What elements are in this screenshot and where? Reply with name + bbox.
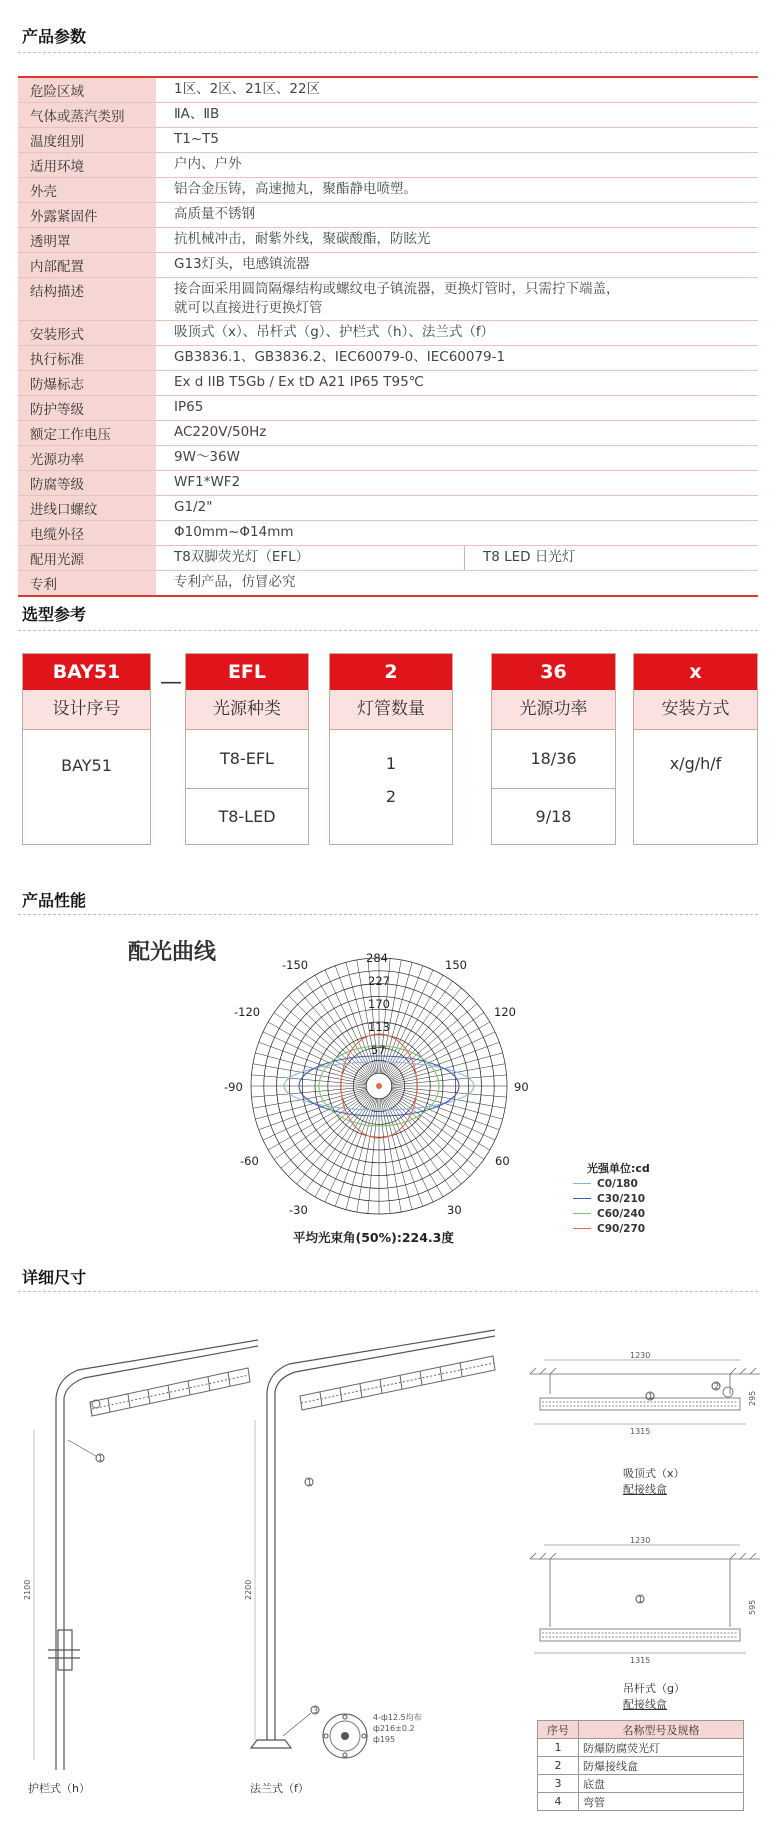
polar-spoke xyxy=(259,1090,367,1129)
param-value-line: WF1*WF2 xyxy=(174,474,241,490)
param-value xyxy=(156,546,758,570)
selection-value: T8-LED xyxy=(218,807,276,826)
param-row xyxy=(18,496,758,521)
legend-item xyxy=(573,1221,645,1236)
param-key: 气体或蒸汽类别 xyxy=(18,103,156,127)
param-value-line: 抗机械冲击，耐紫外线，聚碳酸酯，防眩光 xyxy=(174,231,431,247)
selection-box-source xyxy=(185,653,309,845)
polar-spoke xyxy=(388,995,469,1076)
param-value xyxy=(156,471,758,495)
polar-spoke xyxy=(288,1095,369,1176)
param-value-line: 户内、户外 xyxy=(174,156,242,172)
param-key: 透明罩 xyxy=(18,228,156,252)
callout: 1 xyxy=(98,1454,104,1463)
param-key: 防护等级 xyxy=(18,396,156,420)
selection-value: x/g/h/f xyxy=(669,754,722,773)
param-row xyxy=(18,128,758,153)
polar-spoke xyxy=(391,1053,502,1083)
param-key: 外露紧固件 xyxy=(18,203,156,227)
param-key: 结构描述 xyxy=(18,278,156,320)
param-row xyxy=(18,278,758,321)
table-row xyxy=(538,1739,744,1757)
param-row xyxy=(18,178,758,203)
selection-code: 36 xyxy=(492,654,615,690)
radial-label: 170 xyxy=(368,997,390,1011)
param-key: 进线口螺纹 xyxy=(18,496,156,520)
param-value-line: T1~T5 xyxy=(174,131,219,147)
legend-swatch xyxy=(573,1198,591,1199)
selection-box-mount xyxy=(633,653,758,845)
param-value-line: 1区、2区、21区、22区 xyxy=(174,81,321,97)
polar-center xyxy=(376,1083,382,1089)
legend-label: C0/180 xyxy=(597,1177,638,1190)
param-value-part: T8双脚荧光灯（EFL） xyxy=(156,546,465,570)
section-title-params: 产品参数 xyxy=(22,27,87,46)
angle-label: 150 xyxy=(445,958,467,972)
polar-spoke xyxy=(392,1088,505,1108)
selection-value: T8-EFL xyxy=(186,730,308,789)
dim-height: 595 xyxy=(748,1599,757,1615)
param-value-part: T8 LED 日光灯 xyxy=(483,549,576,565)
radial-label: 227 xyxy=(368,974,390,988)
polar-spoke xyxy=(392,1075,507,1085)
divider xyxy=(18,630,758,631)
ceiling-mount-drawing xyxy=(530,1350,760,1460)
param-value xyxy=(156,203,758,227)
polar-spoke xyxy=(253,1064,366,1084)
param-row xyxy=(18,346,758,371)
legend-item xyxy=(573,1191,645,1206)
cell-name: 防爆接线盒 xyxy=(579,1757,744,1775)
polar-spoke xyxy=(288,995,369,1076)
callout: 1 xyxy=(648,1392,654,1401)
caption-pendant: 吊杆式（g） xyxy=(623,1682,685,1695)
selection-code: BAY51 xyxy=(23,654,150,690)
angle-label: 120 xyxy=(494,1005,516,1019)
selection-dash: — xyxy=(160,670,182,695)
polar-legend xyxy=(573,1176,645,1236)
params-table xyxy=(18,76,758,597)
param-value xyxy=(156,346,758,370)
param-value-line: 9W～36W xyxy=(174,449,240,465)
param-value-line: 就可以直接进行更换灯管 xyxy=(174,300,323,316)
section-title-dimensions: 详细尺寸 xyxy=(22,1268,87,1287)
selection-code: 2 xyxy=(330,654,452,690)
dim-flange-d1: ф216±0.2 xyxy=(373,1724,415,1733)
param-value xyxy=(156,496,758,520)
cell-no: 4 xyxy=(538,1793,579,1811)
param-key: 防腐等级 xyxy=(18,471,156,495)
param-row xyxy=(18,153,758,178)
angle-label: -60 xyxy=(240,1154,259,1168)
selection-box-power xyxy=(491,653,616,845)
divider xyxy=(18,1291,758,1292)
angle-label: -30 xyxy=(289,1203,308,1217)
param-value xyxy=(156,253,758,277)
legend-label: C30/210 xyxy=(597,1192,646,1205)
legend-swatch xyxy=(573,1183,591,1184)
param-row xyxy=(18,321,758,346)
legend-title: 光强单位:cd xyxy=(587,1162,650,1175)
legend-swatch xyxy=(573,1228,591,1229)
param-value xyxy=(156,371,758,395)
radial-label: 113 xyxy=(368,1020,390,1034)
selection-value: 2 xyxy=(385,787,397,806)
caption-guardrail: 护栏式（h） xyxy=(28,1782,90,1795)
param-key: 危险区域 xyxy=(18,78,156,102)
param-value xyxy=(156,571,758,595)
selection-label: 设计序号 xyxy=(23,690,150,730)
caption-ceiling-box: 配接线盒 xyxy=(623,1483,667,1496)
param-value xyxy=(156,153,758,177)
callout: 2 xyxy=(714,1382,720,1391)
selection-label: 光源功率 xyxy=(492,690,615,730)
legend-label: C90/270 xyxy=(597,1222,646,1235)
angle-label: -150 xyxy=(282,958,309,972)
polar-chart-title: 配光曲线 xyxy=(128,940,217,965)
param-key: 内部配置 xyxy=(18,253,156,277)
cell-no: 3 xyxy=(538,1775,579,1793)
angle-label: 30 xyxy=(447,1203,462,1217)
selection-value: BAY51 xyxy=(61,756,112,775)
param-key: 额定工作电压 xyxy=(18,421,156,445)
param-row xyxy=(18,471,758,496)
polar-diagram xyxy=(248,955,510,1217)
param-value-line: G13灯头，电感镇流器 xyxy=(174,256,310,272)
polar-spoke xyxy=(391,1042,499,1081)
legend-item xyxy=(573,1176,645,1191)
param-value-line: Ex d IIB T5Gb / Ex tD A21 IP65 T95℃ xyxy=(174,374,424,390)
param-key: 防爆标志 xyxy=(18,371,156,395)
param-value-line: GB3836.1、GB3836.2、IEC60079-0、IEC60079-1 xyxy=(174,349,506,365)
param-key: 外壳 xyxy=(18,178,156,202)
selection-code: EFL xyxy=(186,654,308,690)
param-value xyxy=(156,228,758,252)
param-value xyxy=(156,78,758,102)
radial-label: 57 xyxy=(371,1043,386,1057)
polar-spoke xyxy=(255,1053,366,1083)
dim-height: 2100 xyxy=(23,1579,32,1600)
param-value xyxy=(156,103,758,127)
beam-angle-text: 平均光束角(50%):224.3度 xyxy=(293,1230,454,1245)
param-value-line: 铝合金压铸，高速抛丸，聚酯静电喷塑。 xyxy=(174,181,417,197)
param-row xyxy=(18,371,758,396)
radial-label: 284 xyxy=(366,951,388,965)
param-value xyxy=(156,446,758,470)
param-value-line: IP65 xyxy=(174,399,204,415)
angle-label: 60 xyxy=(495,1154,510,1168)
param-row xyxy=(18,446,758,471)
param-key: 光源功率 xyxy=(18,446,156,470)
legend-swatch xyxy=(573,1213,591,1214)
cell-name: 防爆防腐荧光灯 xyxy=(579,1739,744,1757)
param-value xyxy=(156,521,758,545)
param-value-line: 接合面采用圆筒隔爆结构或螺纹电子镇流器，更换灯管时，只需拧下端盖， xyxy=(174,281,620,297)
param-key: 温度组别 xyxy=(18,128,156,152)
param-row xyxy=(18,546,758,571)
param-value xyxy=(156,128,758,152)
divider xyxy=(18,914,758,915)
dim-width: 1230 xyxy=(630,1351,651,1360)
param-key: 配用光源 xyxy=(18,546,156,570)
divider xyxy=(18,52,758,53)
polar-spoke xyxy=(251,1087,366,1097)
dim-height: 2200 xyxy=(244,1579,253,1600)
param-key: 专利 xyxy=(18,571,156,595)
param-key: 安装形式 xyxy=(18,321,156,345)
table-row xyxy=(538,1775,744,1793)
polar-spoke xyxy=(253,1088,366,1108)
param-key: 适用环境 xyxy=(18,153,156,177)
selection-label: 灯管数量 xyxy=(330,690,452,730)
param-row xyxy=(18,103,758,128)
param-row xyxy=(18,571,758,595)
cell-no: 1 xyxy=(538,1739,579,1757)
selection-code: x xyxy=(634,654,757,690)
angle-label: -90 xyxy=(224,1080,243,1094)
dim-width: 1230 xyxy=(630,1536,651,1545)
param-value-line: AC220V/50Hz xyxy=(174,424,267,440)
guardrail-mount-drawing xyxy=(18,1300,280,1780)
cell-name: 底盘 xyxy=(579,1775,744,1793)
dim-flange-holes: 4-ф12.5均布 xyxy=(373,1713,422,1722)
polar-spoke xyxy=(255,1089,366,1119)
selection-box-count xyxy=(329,653,453,845)
param-value xyxy=(156,278,758,320)
polar-spoke xyxy=(391,1089,502,1119)
dim-flange-d2: ф195 xyxy=(373,1735,396,1744)
param-row xyxy=(18,521,758,546)
param-row xyxy=(18,78,758,103)
selection-box-design xyxy=(22,653,151,845)
polar-spoke xyxy=(391,1090,499,1129)
param-value xyxy=(156,178,758,202)
selection-value: 1 xyxy=(385,754,397,773)
angle-label: 90 xyxy=(514,1080,529,1094)
param-value-line: 高质量不锈钢 xyxy=(174,206,255,222)
table-row xyxy=(538,1757,744,1775)
legend-item xyxy=(573,1206,645,1221)
dim-total: 1315 xyxy=(630,1656,651,1665)
selection-value: 18/36 xyxy=(492,730,615,789)
polar-spoke xyxy=(259,1042,367,1081)
param-value xyxy=(156,396,758,420)
section-title-selection: 选型参考 xyxy=(22,605,87,624)
selection-label: 安装方式 xyxy=(634,690,757,730)
param-value-line: 专利产品，仿冒必究 xyxy=(174,574,296,590)
param-value xyxy=(156,421,758,445)
callout: 1 xyxy=(307,1478,313,1487)
table-header: 序号 xyxy=(538,1721,579,1739)
param-row xyxy=(18,228,758,253)
legend-label: C60/240 xyxy=(597,1207,646,1220)
polar-spoke xyxy=(306,981,372,1075)
polar-spoke xyxy=(306,1096,372,1190)
param-key: 电缆外径 xyxy=(18,521,156,545)
parts-table xyxy=(537,1720,744,1811)
table-header: 名称型号及规格 xyxy=(579,1721,744,1739)
polar-spoke xyxy=(386,981,452,1075)
callout: 3 xyxy=(313,1706,319,1715)
callout: 1 xyxy=(638,1595,644,1604)
caption-flange: 法兰式（f） xyxy=(250,1782,309,1795)
selection-label: 光源种类 xyxy=(186,690,308,730)
cell-no: 2 xyxy=(538,1757,579,1775)
polar-spoke xyxy=(386,1096,452,1190)
param-key: 执行标准 xyxy=(18,346,156,370)
cell-name: 弯管 xyxy=(579,1793,744,1811)
caption-ceiling: 吸顶式（x） xyxy=(623,1467,685,1480)
polar-spoke xyxy=(392,1064,505,1084)
flange-mount-drawing xyxy=(245,1300,535,1780)
pendant-mount-drawing xyxy=(530,1535,760,1675)
param-value-line: ⅡA、ⅡB xyxy=(174,106,220,122)
table-row xyxy=(538,1793,744,1811)
section-title-performance: 产品性能 xyxy=(22,891,87,910)
param-value-line: Φ10mm~Φ14mm xyxy=(174,524,294,540)
param-row xyxy=(18,421,758,446)
dim-total: 1315 xyxy=(630,1427,651,1436)
caption-pendant-box: 配接线盒 xyxy=(623,1698,667,1711)
angle-label: -120 xyxy=(234,1005,261,1019)
polar-spoke xyxy=(388,1095,469,1176)
dim-height: 295 xyxy=(748,1390,757,1406)
param-row xyxy=(18,396,758,421)
polar-spoke xyxy=(392,1087,507,1097)
param-row xyxy=(18,253,758,278)
selection-value: 9/18 xyxy=(535,807,572,826)
param-row xyxy=(18,203,758,228)
param-value xyxy=(156,321,758,345)
param-value-line: 吸顶式（x）、吊杆式（g）、护栏式（h）、法兰式（f） xyxy=(174,324,495,340)
polar-spoke xyxy=(251,1075,366,1085)
param-value-line: G1/2" xyxy=(174,499,213,515)
